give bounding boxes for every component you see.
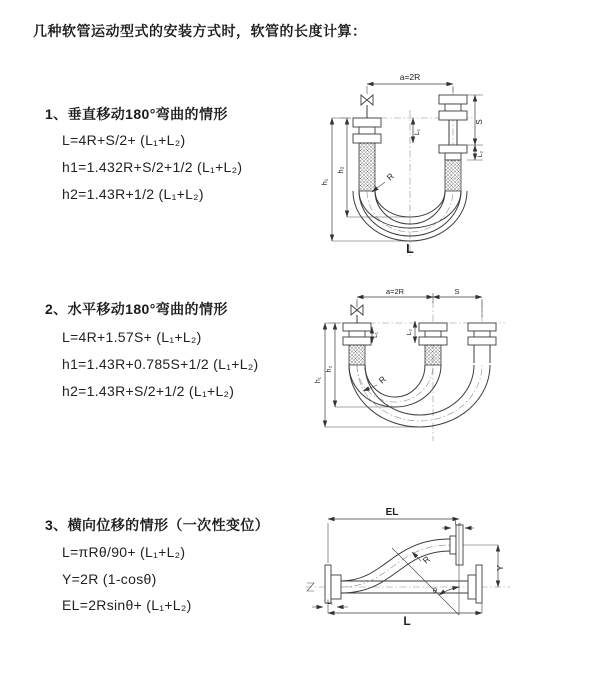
section-3-heading: 3、横向位移的情形（一次性变位） [45,517,270,533]
section-2-formula-L: L=4R+1.57S+ (L₁+L₂) [62,329,202,345]
dim-label-l2: L₂ [406,328,413,336]
section-3-formula-L: L=πRθ/90+ (L₁+L₂) [62,544,186,560]
section-2-formula-h1: h1=1.43R+0.785S+1/2 (L₁+L₂) [62,356,259,372]
hose-u-bends [349,365,490,427]
diagram-vertical-180-bend [315,70,592,262]
dim-label-l1: L₁ [414,128,421,136]
dim-label-a2r: a=2R [399,72,421,82]
section-1-heading: 1、垂直移动180°弯曲的情形 [45,106,228,122]
dim-label-s: S [475,119,484,125]
section-1-formula-h1: h1=1.432R+S/2+1/2 (L₁+L₂) [62,159,243,175]
dim-label-h1: h₁ [315,376,322,384]
section-1-formula-L: L=4R+S/2+ (L₁+L₂) [62,132,186,148]
dim-label-s: S [454,287,460,296]
centerlines [328,301,505,441]
dim-label-l2: L₂ [454,520,462,527]
radius-label: R [384,170,396,183]
valve-icon [361,95,373,118]
section-3-formula-EL: EL=2Rsinθ+ (L₁+L₂) [62,597,192,613]
hose-straight-position [341,565,482,603]
dim-label-h2: h₂ [326,365,333,373]
top-flange [456,525,463,565]
dim-label-h1: h₁ [320,178,329,186]
section-3-formula-Y: Y=2R (1-cosθ) [62,571,157,587]
hose-displaced-position [341,525,463,593]
left-fitting [343,323,371,365]
braided-hose-middle [425,345,441,365]
diagram-horizontal-180-bend [310,285,595,455]
dim-label-a2r: a=2R [385,287,405,296]
left-fitting [353,118,381,191]
middle-fitting [419,323,447,365]
dim-label-h2: h₂ [336,166,345,174]
dim-label-l1: L₁ [327,599,333,606]
dim-label-l2: L₂ [477,150,484,158]
length-label: L [406,242,414,256]
section-1-formula-h2: h2=1.43R+1/2 (L₁+L₂) [62,186,204,202]
section-2-formula-h2: h2=1.43R+S/2+1/2 (L₁+L₂) [62,383,235,399]
section-2-heading: 2、水平移动180°弯曲的情形 [45,301,228,317]
dim-label-l: L [403,614,411,628]
dim-label-y: Y [495,565,505,571]
radius-label: R [420,553,432,566]
right-fitting [468,323,496,363]
braided-hose-right [445,160,461,191]
diagram-lateral-displacement [300,503,595,648]
dim-label-l1: L₁ [372,332,379,338]
braided-hose-left [359,143,375,191]
dim-label-el: EL [385,507,399,518]
page-title: 几种软管运动型式的安装方式时，软管的长度计算： [33,23,367,39]
angle-label-theta: θ [432,586,438,595]
left-fitting [325,565,341,603]
radius-label: R [376,373,388,386]
braided-hose-left [349,345,365,365]
